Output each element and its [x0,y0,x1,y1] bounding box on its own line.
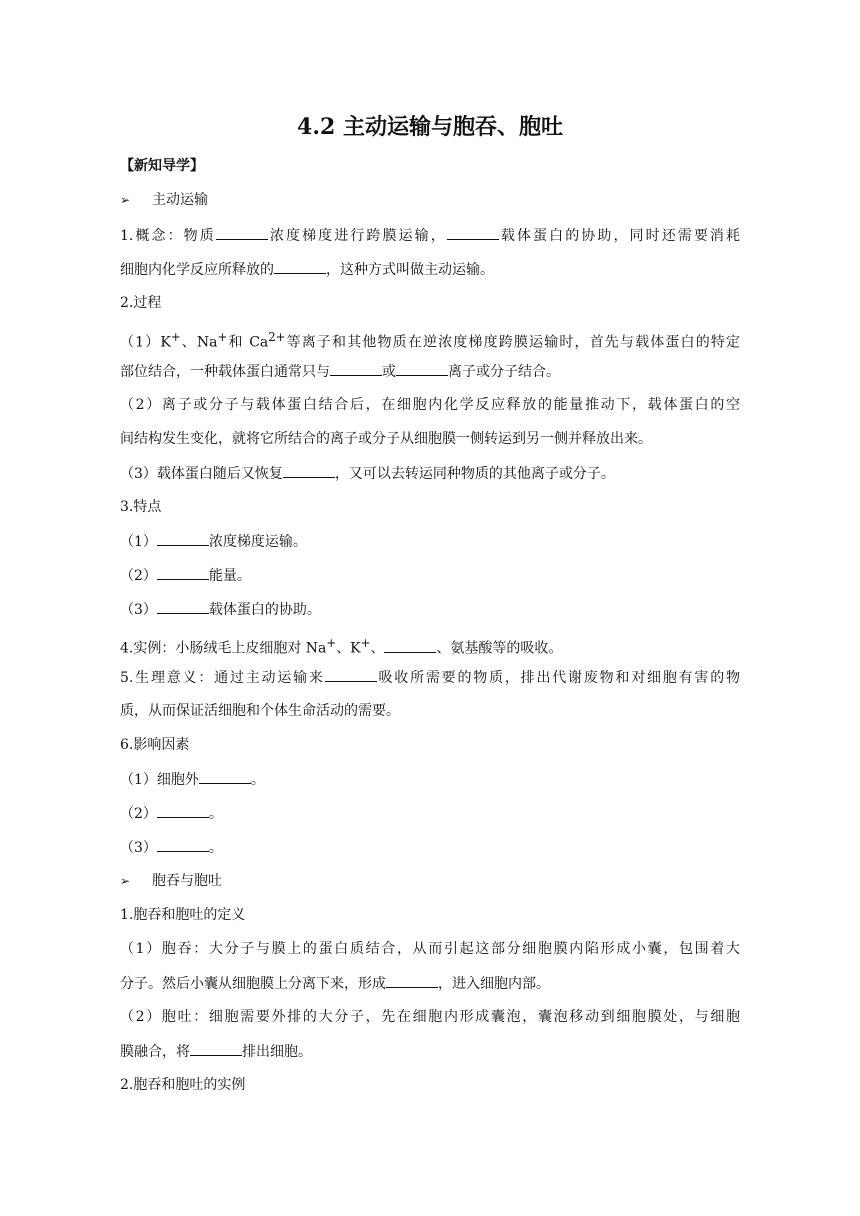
text: （3） [120,602,157,618]
fill-blank [157,803,209,818]
exocytosis-line-1: （2）胞吐：细胞需要外排的大分子，先在细胞内形成囊泡，囊泡移动到细胞膜处，与细胞 [120,1009,740,1025]
text: 。 [208,840,223,856]
text: ，这种方式叫做主动运输。 [326,262,494,278]
feature-2 [120,565,740,586]
text: （1）K [120,334,171,351]
fill-blank [157,837,209,852]
text: 浓度梯度进行跨膜运输， [267,228,447,244]
text: 部位结合，一种载体蛋白通常只与 [120,364,330,380]
significance-line-2: 质，从而保证活细胞和个体生命活动的需要。 [120,703,400,719]
text: （1） [120,534,157,550]
concept-line-2 [120,259,740,280]
text: 吸收所需要的物质，排出代谢废物和对细胞有害的物 [376,670,741,686]
text: 1.概念：物质 [120,228,216,244]
fill-blank [330,361,382,376]
fill-blank [274,259,326,274]
text: （3） [120,840,157,856]
text: 、Na [180,334,218,351]
process-heading: 2.过程 [120,295,162,311]
heading-text: 胞吞与胞吐 [152,873,222,889]
features-heading: 3.特点 [120,499,162,515]
text: 4.实例：小肠绒毛上皮细胞对 Na [120,640,327,657]
significance-line-1 [120,667,740,688]
arrow-bullet-icon: ➢ [120,193,131,207]
text: 分子。然后小囊从细胞膜上分离下来，形成 [120,976,386,992]
superscript: 2+ [268,330,286,344]
text: 离子或分子结合。 [448,364,560,380]
fill-blank [190,1041,242,1056]
text: 等离子和其他物质在逆浓度梯度跨膜运输时，首先与载体蛋白的特定 [285,334,740,351]
heading-endocytosis [120,871,740,891]
text: 、 [370,640,385,657]
fill-blank [386,973,438,988]
factor-1 [120,769,740,790]
heading-active-transport [120,190,740,210]
heading-text: 主动运输 [152,192,208,208]
text: （2） [120,568,157,584]
superscript: + [170,330,181,344]
text: 载体蛋白的协助，同时还需要消耗 [498,228,741,244]
exocytosis-line-2 [120,1041,740,1062]
text: 细胞内化学反应所释放的 [120,262,274,278]
examples-line [120,633,740,659]
fill-blank [216,225,268,240]
text: 膜融合，将 [120,1044,190,1060]
page-title: 4.2 主动运输与胞吞、胞吐 [297,114,563,140]
definition-heading: 1.胞吞和胞吐的定义 [120,907,246,923]
text: 、氨基酸等的吸收。 [436,640,563,657]
text: 能量。 [208,568,251,584]
text: 浓度梯度运输。 [208,534,307,550]
process-3-line [120,463,740,484]
process-2-line-2: 间结构发生变化，就将它所结合的离子或分子从细胞膜一侧转运到另一侧并释放出来。 [120,431,652,447]
text: 。 [250,772,265,788]
superscript: + [360,636,371,650]
fill-blank [325,667,377,682]
fill-blank [199,769,251,784]
text: 、K [336,640,361,657]
endocytosis-line-2 [120,973,740,994]
process-1-line-1 [120,327,740,353]
feature-3 [120,599,740,620]
fill-blank [157,565,209,580]
fill-blank [283,463,335,478]
factor-3 [120,837,740,858]
text: （2） [120,806,157,822]
fill-blank [447,225,499,240]
examples-heading: 2.胞吞和胞吐的实例 [120,1077,246,1093]
text: ，又可以去转运同种物质的其他离子或分子。 [334,466,615,482]
text: 。 [208,806,223,822]
fill-blank [157,599,209,614]
text: ，进入细胞内部。 [438,976,550,992]
text: 或 [382,364,396,380]
feature-1 [120,531,740,552]
superscript: + [326,636,337,650]
process-1-line-2 [120,361,740,382]
text: （3）载体蛋白随后又恢复 [120,466,283,482]
arrow-bullet-icon: ➢ [120,874,131,888]
concept-line-1 [120,225,740,246]
section-heading: 【新知导学】 [120,158,204,174]
text: 5.生理意义：通过主动运输来 [120,670,325,686]
fill-blank [157,531,209,546]
factor-2 [120,803,740,824]
fill-blank [384,638,436,653]
process-2-line-1: （2）离子或分子与载体蛋白结合后，在细胞内化学反应释放的能量推动下，载体蛋白的空 [120,397,740,413]
superscript: + [217,330,228,344]
fill-blank [396,361,448,376]
text: （1）细胞外 [120,772,199,788]
text: 载体蛋白的协助。 [208,602,321,618]
text: 和 Ca [227,334,269,351]
text: 排出细胞。 [242,1044,312,1060]
endocytosis-line-1: （1）胞吞：大分子与膜上的蛋白质结合，从而引起这部分细胞膜内陷形成小囊，包围着大 [120,941,740,957]
factors-heading: 6.影响因素 [120,737,190,753]
